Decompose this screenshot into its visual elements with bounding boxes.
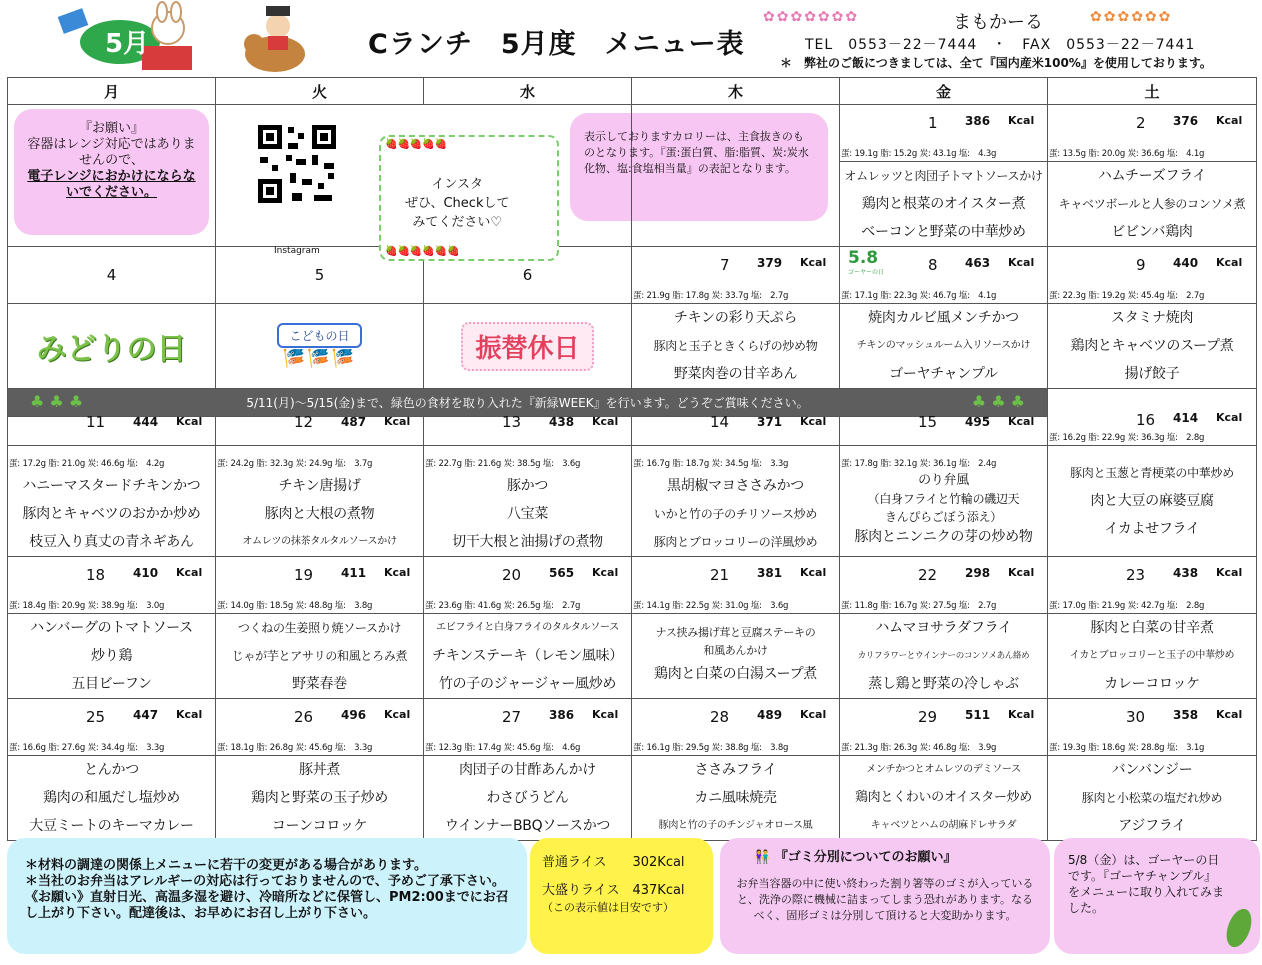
- rice-approx-note: （この表示値は目安です）: [542, 901, 674, 914]
- shinryoku-week-banner: [8, 389, 1048, 417]
- nutrition-info: 蛋: 19.1g 脂: 15.2g 炭: 43.1g 塩: 4.3g: [841, 149, 997, 159]
- dish: 豚丼煮: [298, 762, 341, 778]
- dish: ナス挟み揚げ茸と豆腐ステーキの: [655, 626, 816, 639]
- kcal-value: 381: [757, 566, 783, 580]
- kcal-value: 410: [133, 566, 159, 580]
- qr-code-icon[interactable]: [256, 123, 338, 205]
- day-cell-19: [216, 557, 424, 614]
- day-cell-2: [1048, 105, 1257, 162]
- nutrition-info: 蛋: 12.3g 脂: 17.4g 炭: 45.6g 塩: 4.6g: [425, 743, 581, 753]
- day-number: 23: [1126, 566, 1146, 584]
- dish: ハニーマスタードチキンかつ: [22, 478, 201, 494]
- day-cell-23: [1048, 557, 1257, 614]
- nutrition-info: 蛋: 14.1g 脂: 22.5g 炭: 31.0g 塩: 3.6g: [633, 601, 789, 611]
- flower-decoration-icon: ✿✿✿✿✿✿✿: [763, 9, 860, 25]
- kcal-unit: Kcal: [1216, 708, 1243, 721]
- dish: カニ風味焼売: [694, 790, 777, 806]
- dish: 鶏肉と根菜のオイスター煮: [861, 196, 1026, 212]
- kcal-unit: Kcal: [1008, 415, 1035, 428]
- weekday-fri: 金: [840, 78, 1048, 105]
- nutrition-info: 蛋: 17.2g 脂: 21.0g 炭: 46.6g 塩: 4.2g: [9, 459, 165, 469]
- garbage-body: お弁当容器の中に使い終わった割り箸等のゴミが入っていると、洗浄の際に機械に詰まってしまう恐れがあります。なるべく、固形ゴミは分別して頂けると大変助かります。: [736, 877, 1034, 922]
- nutrition-info: 蛋: 16.7g 脂: 18.7g 炭: 34.5g 塩: 3.3g: [633, 459, 789, 469]
- dish: 豚肉と玉葱と青梗菜の中華炒め: [1070, 466, 1234, 480]
- kcal-value: 487: [341, 415, 367, 429]
- day-cell-1: [840, 105, 1048, 162]
- kcal-value: 447: [133, 708, 159, 722]
- strawberry-icon: 🍓🍓🍓🍓🍓: [385, 139, 448, 150]
- weekday-tue: 火: [216, 78, 424, 105]
- dish: いかと竹の子のチリソース炒め: [653, 507, 818, 521]
- dish: （白身フライと竹輪の磯辺天: [867, 492, 1020, 506]
- rice-large: 大盛りライス 437Kcal: [542, 883, 685, 898]
- day-cell-4: 4: [8, 247, 216, 304]
- kcal-value: 376: [1173, 114, 1199, 128]
- day-cell-9: [1048, 247, 1257, 304]
- clover-icon: ♣ ♣ ♣: [30, 392, 84, 411]
- dish: 野菜春巻: [292, 676, 347, 692]
- microwave-warning: 電子レンジにおかけにならないでください。: [27, 169, 196, 200]
- nutrition-info: 蛋: 17.8g 脂: 32.1g 炭: 36.1g 塩: 2.4g: [841, 459, 997, 469]
- dish: オムレツの抹茶タルタルソースかけ: [242, 536, 397, 547]
- day-number: 25: [86, 708, 106, 726]
- menu-cell-23: [1048, 614, 1257, 699]
- menu-cell-28: [632, 756, 840, 841]
- kcal-value: 463: [965, 256, 991, 270]
- midori-day-cell: [8, 304, 216, 389]
- day-number: 14: [710, 413, 730, 431]
- dish: 蒸し鶏と野菜の冷しゃぶ: [868, 676, 1019, 692]
- boy-on-bear-icon: [240, 4, 310, 74]
- day-number: 16: [1136, 411, 1156, 429]
- calorie-note: 表示しておりますカロリーは、主食抜きのものとなります。『蛋:蛋白質、脂:脂質、炭:炭水化物、塩:食塩相当量』の表記となります。: [570, 113, 828, 221]
- kcal-value: 496: [341, 708, 367, 722]
- menu-cell-1: [840, 162, 1048, 247]
- day-cell-26: [216, 699, 424, 756]
- dish: 鶏肉と白菜の白湯スープ煮: [654, 666, 817, 682]
- day-cell-25: [8, 699, 216, 756]
- menu-cell-16: [1048, 446, 1257, 557]
- day-number: 18: [86, 566, 106, 584]
- weekday-wed: 水: [424, 78, 632, 105]
- day-cell-20: [424, 557, 632, 614]
- dish: ベーコンと野菜の中華炒め: [861, 224, 1026, 240]
- kcal-unit: Kcal: [1216, 411, 1243, 424]
- dish: バンバンジー: [1111, 762, 1193, 778]
- kcal-value: 386: [549, 708, 575, 722]
- nutrition-info: 蛋: 21.9g 脂: 17.8g 炭: 33.7g 塩: 2.7g: [633, 291, 789, 301]
- menu-cell-2: [1048, 162, 1257, 247]
- menu-cell-25: [8, 756, 216, 841]
- note-line: ＊当社のお弁当はアレルギーの対応は行っておりませんので、予めご了承下さい。: [25, 874, 505, 889]
- dish: 鶏肉とキャベツのスープ煮: [1070, 338, 1234, 354]
- kcal-value: 511: [965, 708, 991, 722]
- day-number: 22: [918, 566, 938, 584]
- dish: キャベツとハムの胡麻ドレサラダ: [870, 820, 1017, 831]
- day-number: 30: [1126, 708, 1146, 726]
- kcal-unit: Kcal: [384, 566, 411, 579]
- nutrition-info: 蛋: 18.4g 脂: 20.9g 炭: 38.9g 塩: 3.0g: [9, 601, 165, 611]
- dish: 野菜肉巻の甘辛あん: [673, 366, 798, 382]
- day-cell-5: 5: [216, 247, 424, 304]
- day-number: 2: [1136, 114, 1146, 132]
- day-cell-15: [840, 413, 1048, 469]
- day-number: 29: [918, 708, 938, 726]
- day-cell-14: [632, 413, 840, 469]
- dish: 焼肉カルビ風メンチかつ: [868, 310, 1019, 326]
- day-cell-27: [424, 699, 632, 756]
- goya-day-caption: ゴーヤーの日: [848, 269, 885, 276]
- dish: コーンコロッケ: [271, 818, 368, 834]
- dish: 豚肉とキャベツのおかか炒め: [22, 506, 201, 522]
- kcal-value: 495: [965, 415, 991, 429]
- nutrition-info: 蛋: 14.0g 脂: 18.5g 炭: 48.8g 塩: 3.8g: [217, 601, 373, 611]
- kcal-unit: Kcal: [1008, 256, 1035, 269]
- dish: オムレッツと肉団子トマトソースかけ: [844, 169, 1043, 183]
- nutrition-info: 蛋: 24.2g 脂: 32.3g 炭: 24.9g 塩: 3.7g: [217, 459, 373, 469]
- dish: 鶏肉の和風だし塩炒め: [43, 790, 180, 806]
- nutrition-info: 蛋: 17.1g 脂: 22.3g 炭: 46.7g 塩: 4.1g: [841, 291, 997, 301]
- day-cell-8: [840, 247, 1048, 304]
- instagram-text: インスタ ぜひ、Checkして みてください♡: [405, 177, 510, 230]
- dish: カリフラワーとウインナーのコンソメあん絡め: [857, 651, 1030, 661]
- children-icon: 👫: [754, 850, 775, 865]
- goya-note: 5/8（金）は、ゴーヤーの日です。『ゴーヤチャンプル』をメニューに取り入れてみました。: [1068, 853, 1225, 915]
- nutrition-info: 蛋: 21.3g 脂: 26.3g 炭: 46.8g 塩: 3.9g: [841, 743, 997, 753]
- day-number: 28: [710, 708, 730, 726]
- day-number: 19: [294, 566, 314, 584]
- kcal-value: 444: [133, 415, 159, 429]
- menu-table: [7, 77, 1257, 841]
- koinobori-icon: 🎏🎏🎏: [282, 348, 357, 369]
- notes-box: [7, 838, 527, 954]
- kcal-value: 379: [757, 256, 783, 270]
- request-title: 『お願い』: [78, 121, 144, 136]
- day-cell-13: [424, 413, 632, 469]
- rice-normal: 普通ライス 302Kcal: [542, 855, 685, 870]
- instagram-note: [379, 135, 559, 261]
- kodomo-day-label: こどもの日: [277, 323, 361, 348]
- menu-cell-7: [632, 304, 840, 389]
- kcal-value: 386: [965, 114, 991, 128]
- dish: 五目ビーフン: [71, 676, 152, 692]
- menu-cell-22: [840, 614, 1048, 699]
- dish: とんかつ: [84, 762, 139, 778]
- nutrition-info: 蛋: 23.6g 脂: 41.6g 炭: 26.5g 塩: 2.7g: [425, 601, 581, 611]
- furikae-holiday-label: 振替休日: [461, 322, 593, 371]
- menu-cell-29: [840, 756, 1048, 841]
- kcal-unit: Kcal: [176, 415, 203, 428]
- dish: 肉と大豆の麻婆豆腐: [1090, 493, 1214, 509]
- nutrition-info: 蛋: 19.3g 脂: 18.6g 炭: 28.8g 塩: 3.1g: [1049, 743, 1205, 753]
- dish: 豚肉と玉子ときくらげの炒め物: [653, 339, 818, 353]
- rice-origin-note: ＊ 弊社のご飯につきましては、全て『国内産米100%』を使用しております。: [780, 56, 1212, 70]
- dish: キャベツボールと人参のコンソメ煮: [1058, 197, 1246, 211]
- kodomo-day-cell: [216, 304, 424, 389]
- kcal-value: 414: [1173, 411, 1199, 425]
- dish: 八宝菜: [506, 506, 549, 522]
- dish: 枝豆入り真丈の青ネギあん: [29, 534, 194, 550]
- kcal-value: 358: [1173, 708, 1199, 722]
- company-name: まもかーる: [953, 12, 1043, 33]
- kcal-unit: Kcal: [1008, 114, 1035, 127]
- nutrition-info: 蛋: 18.1g 脂: 26.8g 炭: 45.6g 塩: 3.3g: [217, 743, 373, 753]
- dish: 炒り鶏: [90, 648, 133, 664]
- dish: ウインナーBBQソースかつ: [444, 818, 611, 834]
- kcal-unit: Kcal: [800, 415, 827, 428]
- clover-icon: ♣ ♣ ♣: [971, 392, 1025, 411]
- day-number: 26: [294, 708, 314, 726]
- menu-cell-18: [8, 614, 216, 699]
- day-number: 13: [502, 413, 522, 431]
- nutrition-info: 蛋: 22.7g 脂: 21.6g 炭: 38.5g 塩: 3.6g: [425, 459, 581, 469]
- dish: ハムマヨサラダフライ: [875, 620, 1012, 636]
- dish: 切干大根と油揚げの煮物: [452, 534, 603, 550]
- kcal-unit: Kcal: [592, 566, 619, 579]
- kcal-value: 565: [549, 566, 575, 580]
- day-cell-30: [1048, 699, 1257, 756]
- dish: ビビンバ鶏肉: [1111, 224, 1193, 240]
- day-cell-21: [632, 557, 840, 614]
- menu-cell-21: [632, 614, 840, 699]
- weekday-header-row: [8, 78, 1257, 105]
- nutrition-info: 蛋: 13.5g 脂: 20.0g 炭: 36.6g 塩: 4.1g: [1049, 149, 1205, 159]
- kcal-value: 438: [549, 415, 575, 429]
- nutrition-info: 蛋: 16.1g 脂: 29.5g 炭: 38.8g 塩: 3.8g: [633, 743, 789, 753]
- day-cell-22: [840, 557, 1048, 614]
- dish: スタミナ焼肉: [1110, 310, 1194, 326]
- day-number: 1: [928, 114, 938, 132]
- goya-note-box: [1054, 838, 1260, 954]
- dish: チキンステーキ（レモン風味）: [432, 648, 623, 664]
- header: [0, 0, 1262, 76]
- rice-calorie-box: [530, 838, 713, 954]
- day-number: 7: [720, 256, 730, 274]
- kcal-unit: Kcal: [384, 708, 411, 721]
- garbage-title: 『ゴミ分別についてのお願い』: [774, 850, 957, 865]
- contact-info: TEL 0553－22－7444 ・ FAX 0553－22－7441: [805, 37, 1196, 53]
- menu-cell-27: [424, 756, 632, 841]
- menu-cell-30: [1048, 756, 1257, 841]
- strawberry-icon: 🍓🍓🍓🍓🍓🍓: [385, 246, 460, 257]
- kcal-unit: Kcal: [800, 256, 827, 269]
- kcal-unit: Kcal: [1216, 114, 1243, 127]
- kcal-value: 438: [1173, 566, 1199, 580]
- day-number: 12: [294, 413, 314, 431]
- kcal-value: 371: [757, 415, 783, 429]
- dish: 鶏肉とくわいのオイスター炒め: [854, 790, 1033, 805]
- kcal-value: 411: [341, 566, 367, 580]
- dish: イカとブロッコリーと玉子の中華炒め: [1069, 650, 1235, 661]
- dish: 豚かつ: [506, 478, 549, 494]
- weekday-thu: 木: [632, 78, 840, 105]
- kcal-unit: Kcal: [1216, 256, 1243, 269]
- dish: ささみフライ: [694, 762, 777, 778]
- day-cell-11: [8, 413, 216, 469]
- kcal-unit: Kcal: [800, 708, 827, 721]
- flower-decoration-icon: ✿✿✿✿✿✿: [1090, 9, 1173, 25]
- day-number: 15: [918, 413, 938, 431]
- dish: きんぴらごぼう添え）: [884, 510, 1002, 524]
- dish: 黒胡椒マヨささみかつ: [667, 478, 804, 494]
- dish: ゴーヤチャンプル: [889, 366, 998, 382]
- microwave-warning-note: [14, 109, 209, 235]
- menu-cell-8: [840, 304, 1048, 389]
- kcal-unit: Kcal: [592, 415, 619, 428]
- kcal-unit: Kcal: [176, 566, 203, 579]
- day-number: 20: [502, 566, 522, 584]
- kcal-unit: Kcal: [592, 708, 619, 721]
- dish: カレーコロッケ: [1104, 676, 1200, 692]
- banner-text: 5/11(月)～5/15(金)まで、緑色の食材を取り入れた『新緑WEEK』を行います。どうぞご賞味ください。: [246, 396, 809, 410]
- dish: 鶏肉と野菜の玉子炒め: [251, 790, 388, 806]
- day-number: 11: [86, 413, 106, 431]
- dish: 竹の子のジャージャー風炒め: [438, 676, 617, 692]
- dish: 肉団子の甘酢あんかけ: [459, 762, 596, 778]
- nutrition-info: 蛋: 16.6g 脂: 27.6g 炭: 34.4g 塩: 3.3g: [9, 743, 165, 753]
- request-body: 容器はレンジ対応ではありませんので、: [27, 137, 196, 168]
- garbage-title-row: [734, 850, 1036, 866]
- note-line: 《お願い》直射日光、高温多湿を避け、冷暗所などに保管し、PM2:00までにお召し上がり下さい。配達後は、お早めにお召し上がり下さい。: [25, 890, 509, 921]
- dish: 豚肉と白菜の甘辛煮: [1090, 620, 1214, 636]
- goya-day-badge: 5.8: [848, 248, 879, 268]
- dish: のり弁風: [918, 473, 969, 488]
- dish: 豚肉とニンニクの芽の炒め物: [854, 529, 1033, 545]
- day-number: 8: [928, 256, 938, 274]
- day-cell-6: 6: [424, 247, 632, 304]
- garbage-request-box: [720, 838, 1050, 954]
- day-cell-28: [632, 699, 840, 756]
- dish: チキンのマッシュルーム入リソースかけ: [856, 340, 1031, 351]
- dish: 大豆ミートのキーマカレー: [29, 818, 194, 834]
- menu-cell-9: [1048, 304, 1257, 389]
- dish: 和風あんかけ: [703, 644, 768, 657]
- midori-day-label: みどりの日: [36, 332, 187, 367]
- weekday-sat: 土: [1048, 78, 1257, 105]
- dish: じゃが芋とアサリの和風とろみ煮: [231, 649, 408, 663]
- menu-cell-20: [424, 614, 632, 699]
- weekday-mon: 月: [8, 78, 216, 105]
- nutrition-info: 蛋: 11.8g 脂: 16.7g 炭: 27.5g 塩: 2.7g: [841, 601, 997, 611]
- kcal-unit: Kcal: [800, 566, 827, 579]
- nutrition-info: 蛋: 16.2g 脂: 22.9g 炭: 36.3g 塩: 2.8g: [1049, 433, 1205, 443]
- dish: 豚肉とブロッコリーの洋風炒め: [653, 535, 818, 549]
- kcal-value: 489: [757, 708, 783, 722]
- dish: 豚肉と小松菜の塩だれ炒め: [1081, 791, 1223, 805]
- page-title: Cランチ 5月度 メニュー表: [368, 29, 745, 60]
- nutrition-info: 蛋: 22.3g 脂: 19.2g 炭: 45.4g 塩: 2.7g: [1049, 291, 1205, 301]
- dish: アジフライ: [1118, 818, 1186, 834]
- furikae-holiday-cell: [424, 304, 632, 389]
- day-cell-12: [216, 413, 424, 469]
- note-line: ＊材料の調達の関係上メニューに若干の変更がある場合があります。: [25, 858, 427, 873]
- may-logo-icon: [50, 6, 200, 72]
- day-number: 21: [710, 566, 730, 584]
- kcal-value: 440: [1173, 256, 1199, 270]
- dish: エビフライと白身フライのタルタルソース: [436, 622, 619, 633]
- menu-cell-19: [216, 614, 424, 699]
- kcal-value: 298: [965, 566, 991, 580]
- dish: 豚肉と大根の煮物: [264, 506, 375, 522]
- day-number: 9: [1136, 256, 1146, 274]
- dish: ハムチーズフライ: [1097, 168, 1207, 184]
- kcal-unit: Kcal: [1216, 566, 1243, 579]
- day-cell-18: [8, 557, 216, 614]
- day-cell-7: [632, 247, 840, 304]
- kcal-unit: Kcal: [1008, 708, 1035, 721]
- kcal-unit: Kcal: [384, 415, 411, 428]
- dish: メンチかつとオムレツのデミソース: [866, 764, 1021, 775]
- dish: チキンの彩り天ぷら: [673, 310, 798, 326]
- dish: わさびうどん: [486, 790, 569, 806]
- qr-caption: Instagram: [274, 246, 320, 256]
- dish: ハンバーグのトマトソース: [30, 620, 193, 636]
- kcal-unit: Kcal: [176, 708, 203, 721]
- day-cell-29: [840, 699, 1048, 756]
- dish: イカよせフライ: [1104, 521, 1200, 537]
- svg-text:5月: 5月: [105, 29, 150, 59]
- day-number: 27: [502, 708, 522, 726]
- kcal-unit: Kcal: [1008, 566, 1035, 579]
- menu-cell-26: [216, 756, 424, 841]
- dish: 揚げ餃子: [1124, 366, 1180, 382]
- nutrition-info: 蛋: 17.0g 脂: 21.9g 炭: 42.7g 塩: 2.8g: [1049, 601, 1205, 611]
- dish: つくねの生姜照り焼ソースかけ: [237, 621, 402, 635]
- day-cell-16: [1048, 389, 1257, 446]
- dish: チキン唐揚げ: [278, 478, 361, 494]
- dish: 豚肉と竹の子のチンジャオロース風: [658, 820, 813, 831]
